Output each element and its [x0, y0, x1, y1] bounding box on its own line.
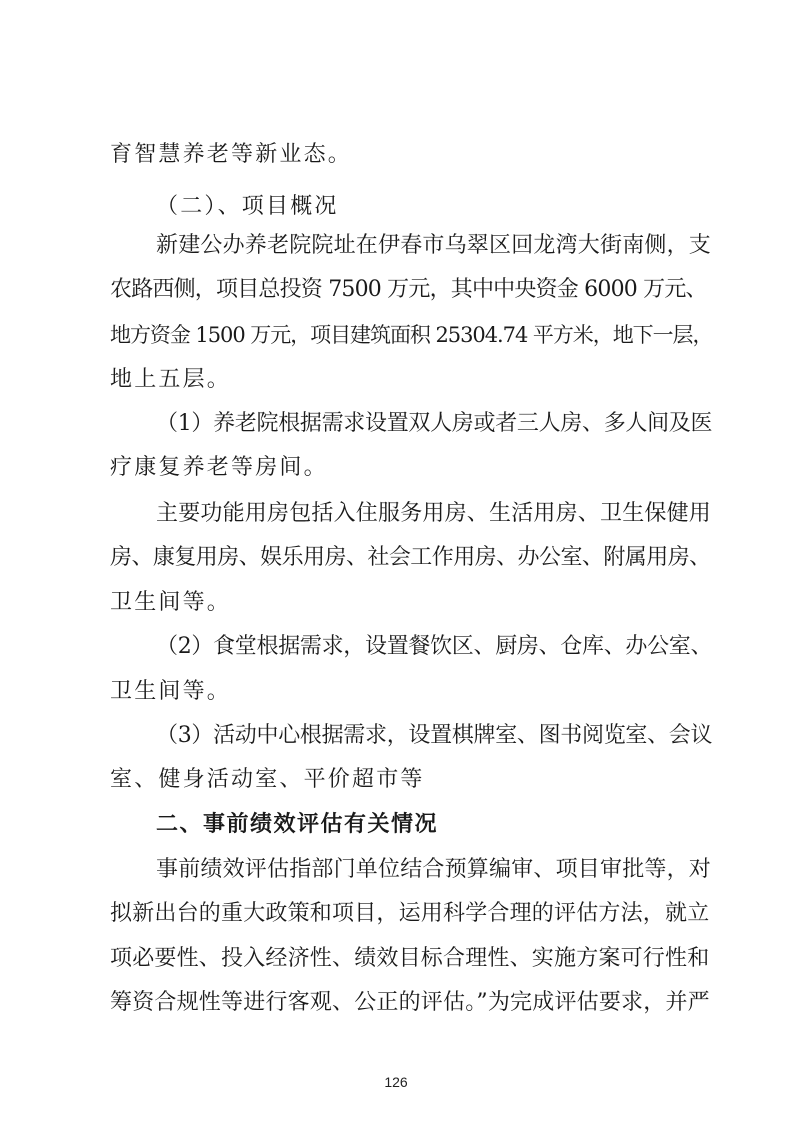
paragraph-line: （1）养老院根据需求设置双人房或者三人房、多人间及医: [156, 411, 713, 436]
paragraph-line: 筹资合规性等进行客观、公正的评估。”为完成评估要求，并严: [110, 990, 710, 1015]
page-number: 126: [384, 1074, 408, 1090]
paragraph-line: 主要功能用房包括入住服务用房、生活用房、卫生保健用: [156, 501, 712, 526]
paragraph-line: 疗康复养老等房间。: [110, 455, 328, 480]
section-heading: 二、事前绩效评估有关情况: [156, 812, 439, 837]
paragraph-line: 项必要性、投入经济性、绩效目标合理性、实施方案可行性和: [110, 946, 710, 971]
section-heading: （二）、项目概况: [156, 194, 339, 219]
paragraph-line: 拟新出台的重大政策和项目，运用科学合理的评估方法，就立: [110, 901, 710, 926]
paragraph-line: 地上五层。: [110, 367, 232, 392]
paragraph-line: 卫生间等。: [110, 590, 232, 615]
paragraph-line: 地方资金 1500 万元，项目建筑面积 25304.74 平方米，地下一层，: [110, 323, 713, 347]
paragraph-line: 室、健身活动室、平价超市等: [110, 767, 425, 792]
paragraph-line: 卫生间等。: [110, 679, 232, 704]
paragraph-line: （3）活动中心根据需求，设置棋牌室、图书阅览室、会议: [156, 723, 713, 748]
paragraph-line: 育智慧养老等新业态。: [110, 142, 353, 167]
paragraph-line: 新建公办养老院院址在伊春市乌翠区回龙湾大街南侧，支: [156, 233, 712, 258]
paragraph-line: （2）食堂根据需求，设置餐饮区、厨房、仓库、办公室、: [156, 634, 713, 659]
paragraph-line: 农路西侧，项目总投资 7500 万元，其中中央资金 6000 万元、: [110, 277, 707, 302]
paragraph-line: 房、康复用房、娱乐用房、社会工作用房、办公室、附属用房、: [110, 545, 711, 570]
paragraph-line: 事前绩效评估指部门单位结合预算编审、项目审批等，对: [156, 857, 712, 882]
